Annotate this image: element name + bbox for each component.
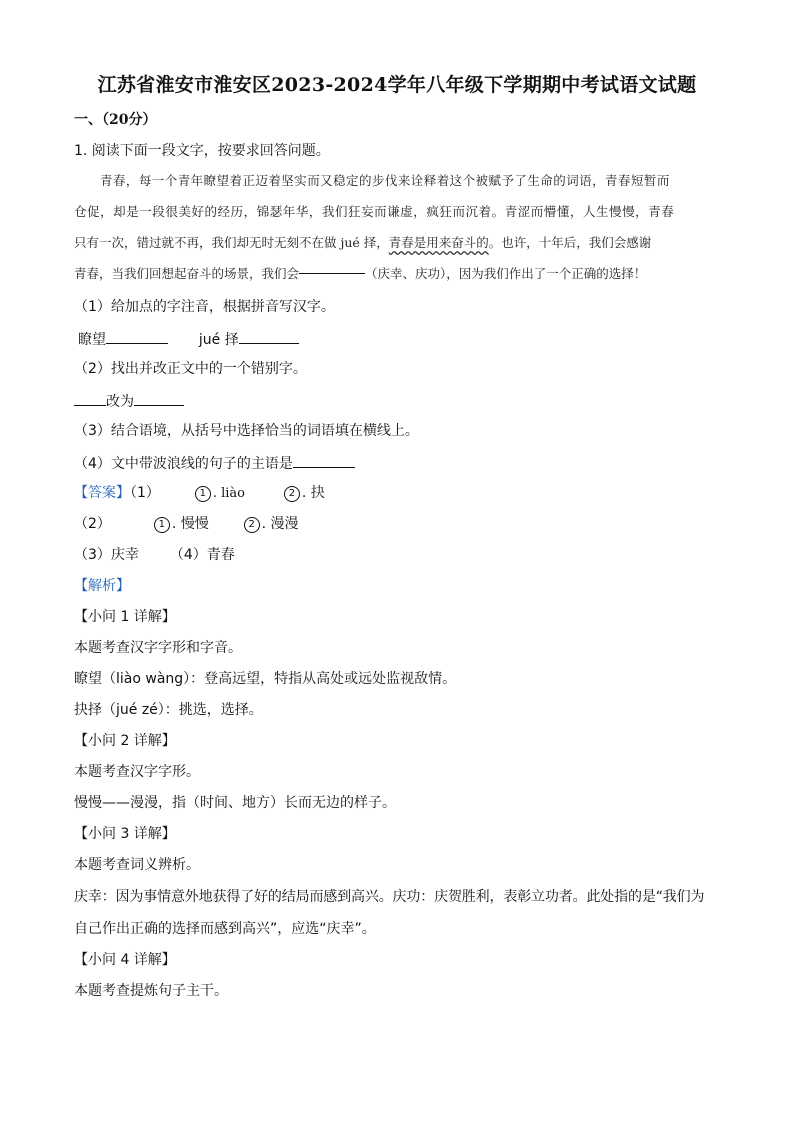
analysis-heading: 【小问 2 详解】 bbox=[74, 733, 176, 749]
item-text: （4）文中带波浪线的句子的主语是 bbox=[74, 456, 293, 472]
passage-segment: 青春，当我们回想起奋斗的场景，我们会 bbox=[74, 266, 300, 281]
question-stem: 1. 阅读下面一段文字，按要求回答问题。 bbox=[74, 143, 330, 159]
sub-question-2-items bbox=[74, 390, 184, 412]
passage-line-4 bbox=[74, 258, 724, 289]
analysis-text: 慢慢——漫漫，指（时间、地方）长而无边的样子。 bbox=[74, 795, 396, 811]
answer-label: （2） bbox=[74, 516, 111, 532]
item-text: 瞭望 bbox=[78, 332, 106, 348]
answer-value: . 漫漫 bbox=[261, 516, 299, 532]
wavy-underlined-sentence: 青春是用来奋斗的 bbox=[388, 235, 489, 250]
analysis-text: 瞭望（liào wàng）：登高远望，特指从高处或远处监视敌情。 bbox=[74, 671, 457, 687]
answer-value: . liào bbox=[212, 486, 245, 501]
answer-value: （3）庆幸 bbox=[74, 547, 139, 563]
passage-line-1 bbox=[74, 165, 724, 196]
passage-line-3 bbox=[74, 227, 724, 258]
fill-blank bbox=[239, 328, 299, 344]
sub-question-1-items bbox=[74, 328, 299, 350]
sub-question-2: （2）找出并改正文中的一个错别字。 bbox=[74, 361, 307, 377]
circled-number: 1 bbox=[195, 486, 211, 502]
analysis-text: 抉择（jué zé）：挑选，选择。 bbox=[74, 702, 263, 718]
passage-text: 仓促，却是一段很美好的经历，锦瑟年华，我们狂妄而谦虚，疯狂而沉着。青涩而懵懂，人生慢慢，青春 bbox=[74, 204, 675, 219]
analysis-text: 本题考查汉字字形。 bbox=[74, 764, 200, 780]
answer-row-2 bbox=[74, 514, 299, 534]
analysis-text: 本题考查提炼句子主干。 bbox=[74, 983, 228, 999]
document-title: 江苏省淮安市淮安区2023-2024学年八年级下学期期中考试语文试题 bbox=[97, 74, 697, 96]
fill-blank bbox=[293, 452, 355, 468]
passage-text bbox=[74, 227, 651, 258]
analysis-text: 本题考查词义辨析。 bbox=[74, 857, 200, 873]
analysis-heading: 【小问 1 详解】 bbox=[74, 609, 176, 625]
answer-row-3 bbox=[74, 545, 235, 565]
answer-label: （1） bbox=[130, 485, 160, 501]
passage-segment: 只有一次，错过就不再，我们却无时无刻不在做 jué 择， bbox=[74, 235, 389, 250]
sub-question-1: （1）给加点的字注音，根据拼音写汉字。 bbox=[74, 299, 335, 315]
analysis-text: 庆幸：因为事情意外地获得了好的结局而感到高兴。庆功：庆贺胜利，表彰立功者。此处指的是“我们为 bbox=[74, 889, 705, 905]
sub-question-3: （3）结合语境，从括号中选择恰当的词语填在横线上。 bbox=[74, 423, 419, 439]
passage-text: 青春，每一个青年瞭望着正迈着坚实而又稳定的步伐来诠释着这个被赋予了生命的词语，青春短暂而 bbox=[100, 173, 670, 188]
analysis-tag: 【解析】 bbox=[74, 578, 130, 594]
reading-passage bbox=[74, 165, 724, 289]
answer-value: . 抉 bbox=[301, 485, 325, 501]
fill-blank bbox=[299, 258, 365, 274]
circled-number: 1 bbox=[154, 517, 170, 533]
fill-blank bbox=[106, 328, 168, 344]
section-heading: 一、（20分） bbox=[74, 112, 157, 128]
answer-value: （4）青春 bbox=[169, 547, 235, 563]
answer-value: . 慢慢 bbox=[171, 516, 209, 532]
fill-blank bbox=[74, 390, 106, 406]
item-text: jué 择 bbox=[198, 332, 239, 348]
fill-blank bbox=[134, 390, 184, 406]
item-text: 改为 bbox=[106, 394, 134, 410]
passage-segment: 。也许，十年后，我们会感谢 bbox=[488, 235, 652, 250]
analysis-heading: 【小问 3 详解】 bbox=[74, 826, 176, 842]
sub-question-4 bbox=[74, 452, 355, 474]
answer-row-1 bbox=[74, 483, 325, 504]
circled-number: 2 bbox=[284, 486, 300, 502]
analysis-heading: 【小问 4 详解】 bbox=[74, 952, 176, 968]
answer-tag: 【答案】 bbox=[74, 485, 130, 501]
passage-segment: （庆幸、庆功），因为我们作出了一个正确的选择！ bbox=[365, 266, 647, 281]
passage-line-2 bbox=[74, 196, 724, 227]
analysis-text: 本题考查汉字字形和字音。 bbox=[74, 640, 242, 656]
analysis-text: 自己作出正确的选择而感到高兴”，应选“庆幸”。 bbox=[74, 921, 376, 937]
circled-number: 2 bbox=[244, 517, 260, 533]
